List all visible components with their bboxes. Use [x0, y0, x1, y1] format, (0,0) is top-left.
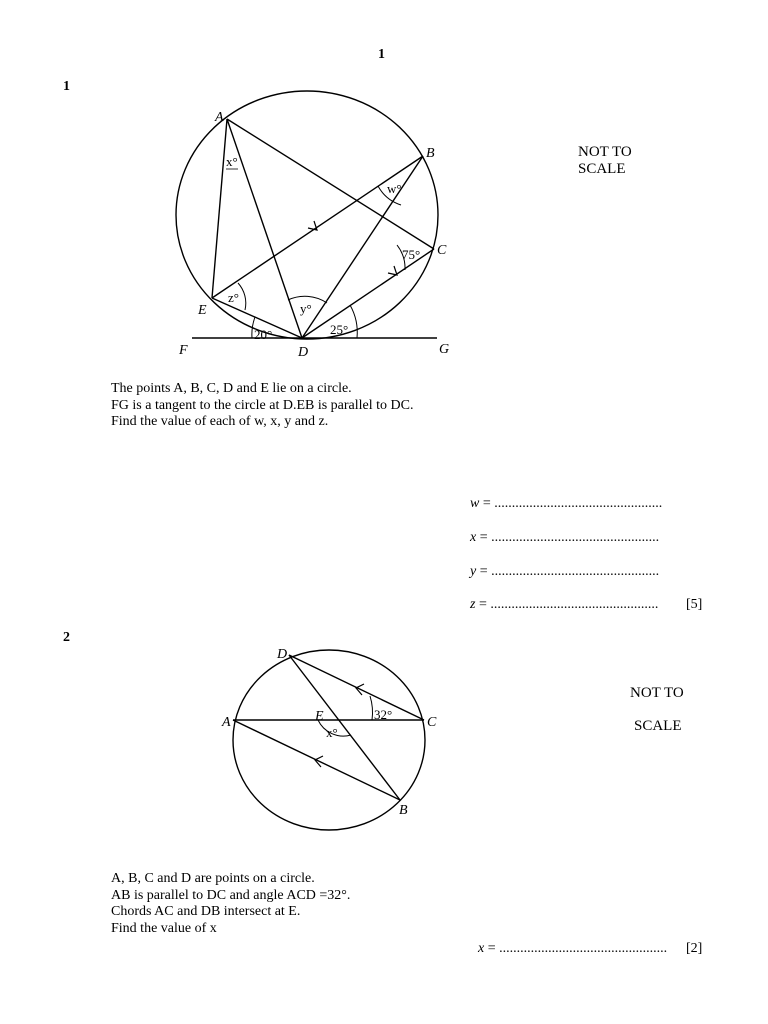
q1-answer-y[interactable]: y = ................................................	[470, 564, 660, 579]
q1-arc-z	[238, 283, 246, 310]
q2-answer-x[interactable]: x = ................................................	[478, 941, 668, 956]
q1-label-F: F	[179, 343, 188, 358]
q1-label-G: G	[439, 342, 450, 357]
q1-question-text	[111, 381, 413, 431]
q1-label-D: D	[298, 345, 309, 360]
q2-marks: [2]	[686, 941, 703, 956]
question-1-number: 1	[63, 79, 70, 94]
q1-text-line: The points A, B, C, D and E lie on a circle.	[111, 381, 352, 396]
q2-not-to-scale-line2: SCALE	[634, 718, 682, 734]
q1-not-to-scale-line2: SCALE	[578, 161, 626, 177]
q1-angle-y: y°	[300, 301, 312, 316]
question-2-number: 2	[63, 630, 70, 645]
q1-angle-20: 20°	[254, 327, 273, 342]
q1-angle-75: 75°	[402, 247, 421, 262]
q1-label-E: E	[198, 303, 207, 318]
q1-angle-w: w°	[387, 181, 402, 196]
q2-label-E: E	[315, 709, 324, 724]
q1-text-line: Find the value of each of w, x, y and z.	[111, 414, 329, 429]
q1-angle-25: 25°	[330, 322, 349, 337]
q1-label-B: B	[426, 146, 435, 161]
q2-angle-32: 32°	[374, 707, 393, 722]
q1-text-line: FG is a tangent to the circle at D.EB is parallel to DC.	[111, 397, 414, 413]
q2-not-to-scale-line1: NOT TO	[630, 685, 684, 701]
q2-label-A: A	[222, 715, 231, 730]
q1-label-C: C	[437, 243, 447, 258]
q1-arrow-dc	[388, 266, 397, 275]
q2-text-line: Find the value of x	[111, 920, 217, 936]
q1-angle-z: z°	[228, 290, 239, 305]
q2-text-line: A, B, C and D are points on a circle.	[111, 871, 315, 886]
page-number: 1	[378, 47, 385, 62]
q2-text-line: Chords AC and DB intersect at E.	[111, 904, 301, 919]
q1-arc-25	[350, 305, 357, 338]
q2-label-C: C	[427, 715, 437, 730]
q2-label-B: B	[399, 803, 408, 818]
q2-angle-x: x°	[326, 725, 338, 740]
q2-text-line: AB is parallel to DC and angle ACD =32°.	[111, 887, 351, 903]
q1-chord-ae	[212, 119, 227, 298]
q1-answer-z[interactable]: z = ................................................	[470, 597, 659, 612]
q1-chord-ac	[227, 119, 434, 249]
q1-not-to-scale	[578, 144, 632, 178]
q2-question-text	[111, 871, 350, 937]
q1-marks: [5]	[686, 597, 703, 612]
q1-label-A: A	[215, 110, 224, 125]
q1-angle-x: x°	[226, 154, 238, 169]
q1-not-to-scale-line1: NOT TO	[578, 144, 632, 160]
q1-answer-w[interactable]: w = ................................................	[470, 496, 663, 511]
q1-chord-eb	[212, 156, 423, 298]
q2-label-D: D	[277, 647, 288, 662]
q1-answer-x[interactable]: x = ................................................	[470, 530, 660, 545]
q1-chord-ad	[227, 119, 302, 338]
